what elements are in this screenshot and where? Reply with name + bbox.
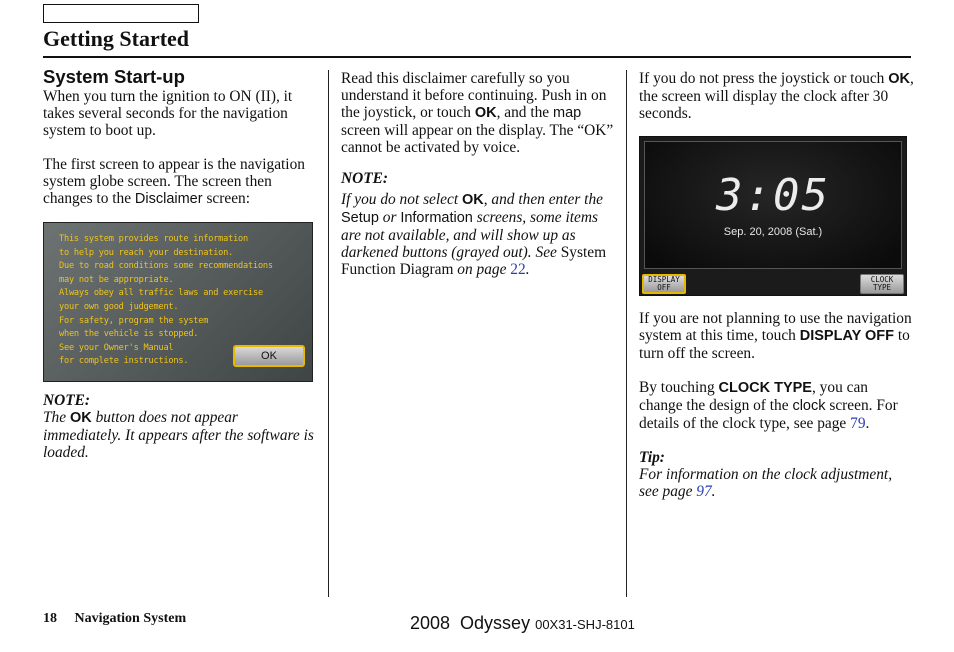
note-text: The OK button does not appear immediately. It appears after the software is loaded.: [43, 409, 314, 461]
setup-term: Setup: [341, 210, 379, 226]
ok-term: OK: [474, 105, 497, 121]
note-text: If you do not select OK, and then enter the Setup or Information screens, some items are not available, and will show up as darkened buttons (grayed out). See System Function Diagram on page 22.: [341, 191, 607, 278]
clock-display: [644, 141, 902, 269]
page-link[interactable]: 22: [510, 261, 526, 278]
header-tab-box: [43, 4, 199, 23]
column-divider-1: [328, 70, 329, 597]
display-off-term: DISPLAY OFF: [799, 328, 895, 344]
book-title: Navigation System: [74, 611, 187, 626]
disclaimer-term: Disclaimer: [134, 191, 203, 207]
page-number: 18: [43, 611, 57, 626]
display-off-paragraph: If you are not planning to use the navigation system at this time, touch DISPLAY OFF to turn off the screen.: [639, 310, 912, 362]
first-screen-paragraph: The first screen to appear is the navigation system globe screen. The screen then changes to the Disclaimer screen:: [43, 156, 305, 207]
footer-model: [410, 613, 635, 634]
clock-type-paragraph: By touching CLOCK TYPE, you can change the design of the clock screen. For details of the clock type, see page 79.: [639, 379, 898, 432]
column-1: [43, 66, 319, 461]
subsection-heading: System Start-up: [43, 66, 185, 87]
clock-date: Sep. 20, 2008 (Sat.): [723, 226, 823, 238]
clock-term: clock: [792, 398, 826, 414]
diagram-reference: System Function Diagram: [341, 244, 607, 278]
note-title: NOTE:: [341, 170, 389, 187]
disclaimer-screen-text: This system provides route information to help you reach your destination. Due to road conditions some recommendations may not be appropriate. Always obey all traffic laws and exercise your own good judgement. For safety, program the system when the vehicle is stopped. See your Owner's Manual for complete instructions.: [59, 234, 273, 367]
information-term: Information: [400, 210, 473, 226]
clock-type-button: CLOCK TYPE: [860, 274, 904, 294]
ok-term: OK: [461, 192, 484, 208]
page-link[interactable]: 97: [696, 483, 712, 500]
clock-screen-image: [639, 136, 907, 296]
disclaimer-screen-image: [43, 222, 313, 382]
tip-title: Tip:: [639, 449, 665, 466]
display-off-button: DISPLAY OFF: [642, 274, 686, 294]
note-title: NOTE:: [43, 392, 91, 409]
ok-term: OK: [69, 410, 92, 426]
publication-code: 00X31-SHJ-8101: [535, 617, 635, 632]
ok-term: OK: [888, 71, 910, 87]
disclaimer-instructions: Read this disclaimer carefully so you understand it before continuing. Push in on the joystick, or touch OK, and the map screen will appear on the display. The “OK” cannot be activated by voice.: [341, 70, 614, 156]
column-divider-2: [626, 70, 627, 597]
disclaimer-ok-button: OK: [233, 345, 305, 367]
title-rule: [43, 56, 911, 58]
page-link[interactable]: 79: [850, 415, 866, 432]
tip-text: For information on the clock adjustment, see page 97.: [639, 466, 893, 500]
map-term: map: [553, 105, 582, 121]
section-title: Getting Started: [43, 26, 190, 51]
footer-page-info: [43, 611, 186, 627]
column-3: [639, 70, 914, 500]
clock-intro-paragraph: If you do not press the joystick or touch OK, the screen will display the clock after 30 seconds.: [639, 70, 914, 122]
model-name: 2008 Odyssey: [410, 613, 531, 633]
clock-type-term: CLOCK TYPE: [718, 380, 812, 396]
clock-time: 3:05: [716, 170, 830, 221]
column-2: [341, 70, 616, 278]
intro-paragraph: When you turn the ignition to ON (II), it takes several seconds for the navigation system to boot up.: [43, 88, 293, 139]
